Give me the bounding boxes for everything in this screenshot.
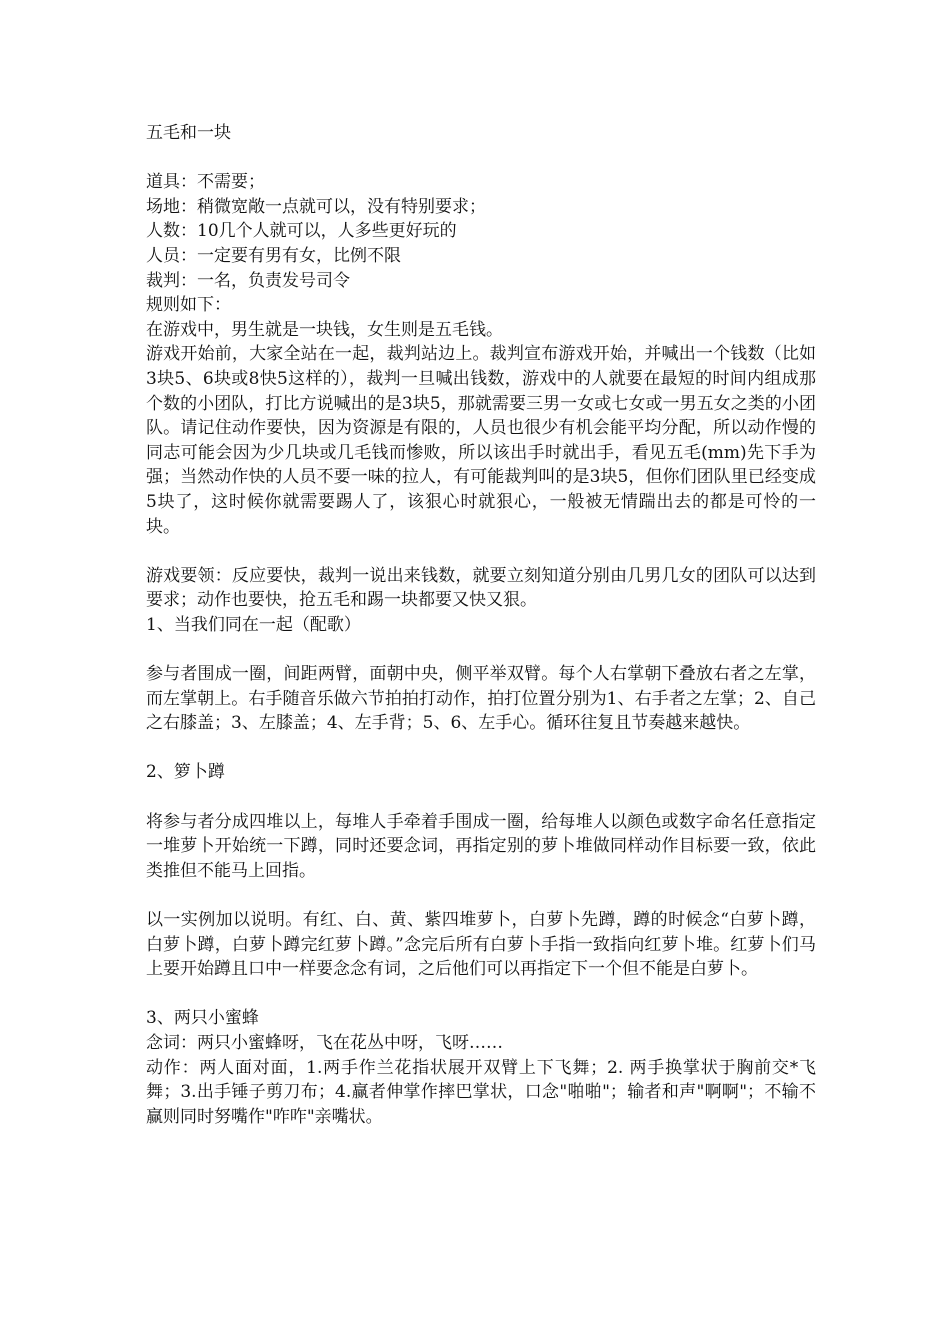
rules-paragraph-1: 在游戏中，男生就是一块钱，女生则是五毛钱。: [146, 319, 503, 340]
meta-players: 人数：10几个人就可以，人多些更好玩的: [146, 221, 457, 242]
meta-referee: 裁判：一名，负责发号司令: [146, 270, 350, 291]
spacer: [146, 736, 816, 761]
rules-paragraph-2: 游戏开始前，大家全站在一起，裁判站边上。裁判宣布游戏开始，并喊出一个钱数（比如3块5、6块或8快5这样的），裁判一旦喊出钱数，游戏中的人就要在最短的时间内组成那个数的小团队，打比方说喊出的是3块5，那就需要三男一女或七女或一男五女之类的小团队。请记住动作要快，因为资源是有限的，人员也很少有机会能平均分配，所以动作慢的同志可能会因为少几块或几毛钱而惨败，所以该出手时就出手，看见五毛(mm)先下手为强；当然动作快的人员不要一味的拉人，有可能裁判叫的是3块5，但你们团队里已经变成5块了，这时候你就需要踢人了，该狠心时就狠心，一般被无情踹出去的都是可怜的一块。: [146, 344, 816, 537]
meta-venue: 场地：稍微宽敞一点就可以，没有特别要求；: [146, 196, 486, 217]
game1-heading: 1、当我们同在一起（配歌）: [146, 614, 361, 635]
game2-heading: 2、箩卜蹲: [146, 762, 225, 783]
rules-heading: 规则如下：: [146, 295, 231, 316]
game3-chant: 念词：两只小蜜蜂呀，飞在花丛中呀，飞呀……: [146, 1032, 503, 1053]
document-title: 五毛和一块: [146, 123, 231, 143]
game1-body: 参与者围成一圈，间距两臂，面朝中央，侧平举双臂。每个人右掌朝下叠放右者之左掌，而左掌朝上。右手随音乐做六节拍拍打动作，拍打位置分别为1、右手者之左掌；2、自己之右膝盖；3、左膝盖；4、左手背；5、6、左手心。循环往复且节奏越来越快。: [146, 664, 816, 734]
spacer: [146, 637, 816, 662]
spacer: [146, 785, 816, 810]
game2-body-1: 将参与者分成四堆以上，每堆人手牵着手围成一圈，给每堆人以颜色或数字命名任意指定一堆萝卜开始统一下蹲，同时还要念词，再指定别的萝卜堆做同样动作目标要一致，依此类推但不能马上回指。: [146, 811, 816, 881]
spacer: [146, 982, 816, 1007]
spacer: [146, 883, 816, 908]
spacer: [146, 539, 816, 564]
document-page: [146, 121, 816, 1129]
game-tips: 游戏要领：反应要快，裁判一说出来钱数，就要立刻知道分别由几男几女的团队可以达到要求；动作也要快，抢五毛和踢一块都要又快又狠。: [146, 565, 816, 611]
meta-members: 人员：一定要有男有女，比例不限: [146, 245, 401, 266]
game2-body-2: 以一实例加以说明。有红、白、黄、紫四堆萝卜，白萝卜先蹲，蹲的时候念“白萝卜蹲，白萝卜蹲，白萝卜蹲完红萝卜蹲。”念完后所有白萝卜手指一致指向红萝卜堆。红萝卜们马上要开始蹲且口中一样要念念有词，之后他们可以再指定下一个但不能是白萝卜。: [146, 910, 816, 980]
meta-props: 道具：不需要；: [146, 172, 265, 193]
game3-actions: 动作：两人面对面，1.两手作兰花指状展开双臂上下飞舞；2. 两手换掌状于胸前交*飞舞；3.出手锤子剪刀布；4.赢者伸掌作摔巴掌状，口念"啪啪"；输者和声"啊啊"；不输不赢则同时努嘴作"咋咋"亲嘴状。: [146, 1057, 816, 1127]
spacer: [146, 146, 816, 171]
game3-heading: 3、两只小蜜蜂: [146, 1008, 259, 1029]
